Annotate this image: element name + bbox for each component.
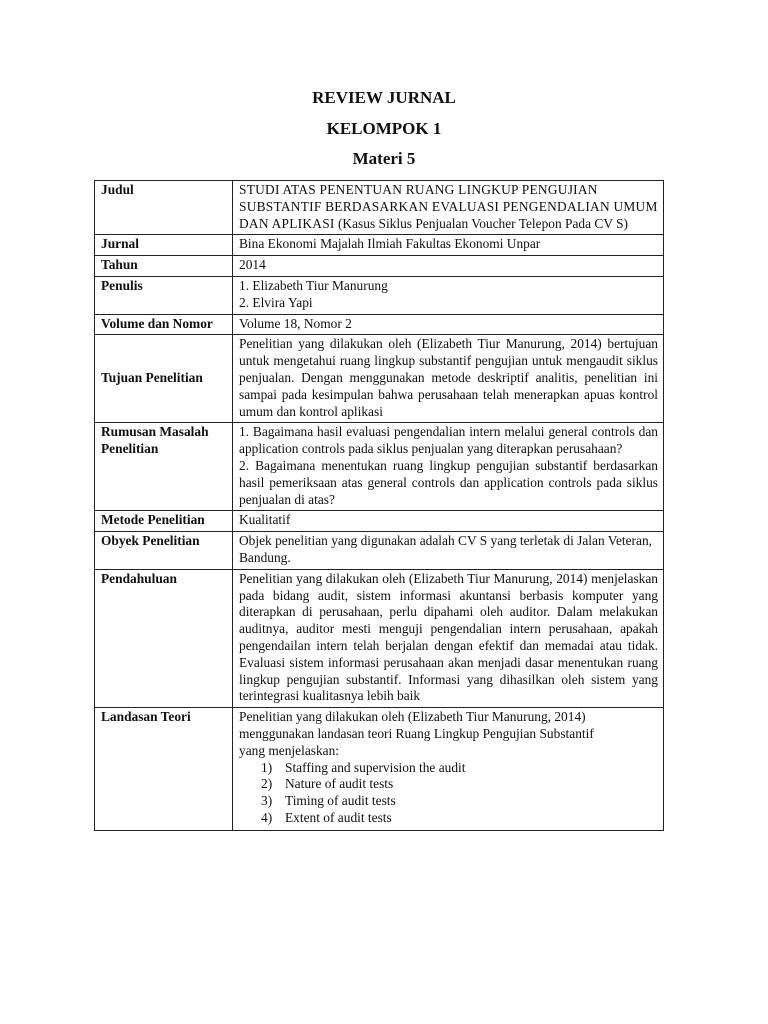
list-text: Extent of audit tests <box>285 809 392 825</box>
value-metode: Kualitatif <box>233 511 664 532</box>
label-rumusan: Rumusan Masalah Penelitian <box>95 423 233 511</box>
value-rumusan <box>233 423 664 511</box>
row-judul <box>95 181 664 235</box>
list-number: 3) <box>261 793 273 809</box>
landasan-list-item <box>261 759 658 777</box>
label-landasan: Landasan Teori <box>95 708 233 831</box>
author-item: 2. Elvira Yapi <box>239 294 313 310</box>
judul-title-rest: (Kasus Siklus Penjualan Voucher Telepon Pada CV S) <box>334 215 629 231</box>
landasan-list-item <box>261 776 658 793</box>
row-penulis <box>95 276 664 314</box>
value-penulis <box>233 276 664 314</box>
value-tahun: 2014 <box>233 256 664 277</box>
row-volume <box>95 314 664 335</box>
label-metode: Metode Penelitian <box>95 511 233 532</box>
value-jurnal: Bina Ekonomi Majalah Ilmiah Fakultas Ekonomi Unpar <box>233 235 664 256</box>
list-number: 2) <box>261 776 273 792</box>
landasan-intro-line: menggunakan landasan teori Ruang Lingkup Pengujian Substantif <box>239 725 594 741</box>
value-judul <box>233 181 664 235</box>
label-tahun: Tahun <box>95 256 233 277</box>
label-obyek: Obyek Penelitian <box>95 532 233 570</box>
list-number: 1) <box>261 759 273 775</box>
list-text: Nature of audit tests <box>285 776 394 792</box>
materi-subtitle: Materi 5 <box>352 149 416 168</box>
row-tahun <box>95 256 664 277</box>
rumusan-item: 2. Bagaimana menentukan ruang lingkup pengujian substantif berdasarkan hasil pemeriksaan atas general controls dan application controls pada siklus penjualan di atas? <box>239 457 658 507</box>
list-text: Staffing and supervision the audit <box>285 759 466 775</box>
judul-title-caps: STUDI ATAS PENENTUAN RUANG LINGKUP PENGUJIAN SUBSTANTIF BERDASARKAN EVALUASI PENGENDALIAN UMUM DAN APLIKASI <box>239 182 658 231</box>
landasan-intro-line: yang menjelaskan: <box>239 742 340 758</box>
review-table <box>94 180 664 831</box>
row-jurnal <box>95 235 664 256</box>
label-tujuan: Tujuan Penelitian <box>95 335 233 423</box>
value-tujuan: Penelitian yang dilakukan oleh (Elizabeth Tiur Manurung, 2014) bertujuan untuk mengetahui ruang lingkup substantif pengujian untuk mengaudit siklus penjualan. Dengan menggunakan metode deskriptif analitis, penelitian ini sampai pada kesimpulan bahwa perusahaan telah menerapkan apuas kontrol umum dan kontrol aplikasi <box>233 335 664 423</box>
value-landasan <box>233 708 664 831</box>
value-volume: Volume 18, Nomor 2 <box>233 314 664 335</box>
row-pendahuluan <box>95 569 664 707</box>
label-judul: Judul <box>95 181 233 235</box>
row-landasan <box>95 708 664 831</box>
list-text: Timing of audit tests <box>285 793 396 809</box>
row-tujuan <box>95 335 664 423</box>
value-pendahuluan: Penelitian yang dilakukan oleh (Elizabeth Tiur Manurung, 2014) menjelaskan pada bidang audit, sistem informasi akuntansi berbasis komputer yang diterapkan di perusahaan, perlu dipahami oleh auditor. Dalam melakukan auditnya, auditor mesti menguji pengendalian intern perusahaan, apakah pengendailan intern telah berjalan dengan efektif dan memadai atau tidak. Evaluasi sistem informasi perusahaan akan menjadi dasar menentukan ruang lingkup pengujian substantif. Informasi yang dihasilkan oleh sistem yang terintegrasi kualitasnya lebih baik <box>233 569 664 707</box>
label-pendahuluan: Pendahuluan <box>95 569 233 707</box>
value-obyek: Objek penelitian yang digunakan adalah CV S yang terletak di Jalan Veteran, Bandung. <box>233 532 664 570</box>
landasan-list-item <box>261 809 658 827</box>
landasan-list-item <box>261 793 658 810</box>
label-penulis: Penulis <box>95 276 233 314</box>
landasan-list <box>239 760 658 827</box>
group-subtitle: KELOMPOK 1 <box>326 119 442 138</box>
row-obyek <box>95 532 664 570</box>
label-volume: Volume dan Nomor <box>95 314 233 335</box>
list-number: 4) <box>261 809 273 825</box>
landasan-intro-line: Penelitian yang dilakukan oleh (Elizabeth Tiur Manurung, 2014) <box>239 709 586 725</box>
row-metode <box>95 511 664 532</box>
author-item: 1. Elizabeth Tiur Manurung <box>239 277 388 293</box>
label-jurnal: Jurnal <box>95 235 233 256</box>
rumusan-item: 1. Bagaimana hasil evaluasi pengendalian intern melalui general controls dan application controls pada siklus penjualan yang diterapkan perusahaan? <box>239 424 658 457</box>
document-title: REVIEW JURNAL <box>312 88 456 107</box>
row-rumusan <box>95 423 664 511</box>
